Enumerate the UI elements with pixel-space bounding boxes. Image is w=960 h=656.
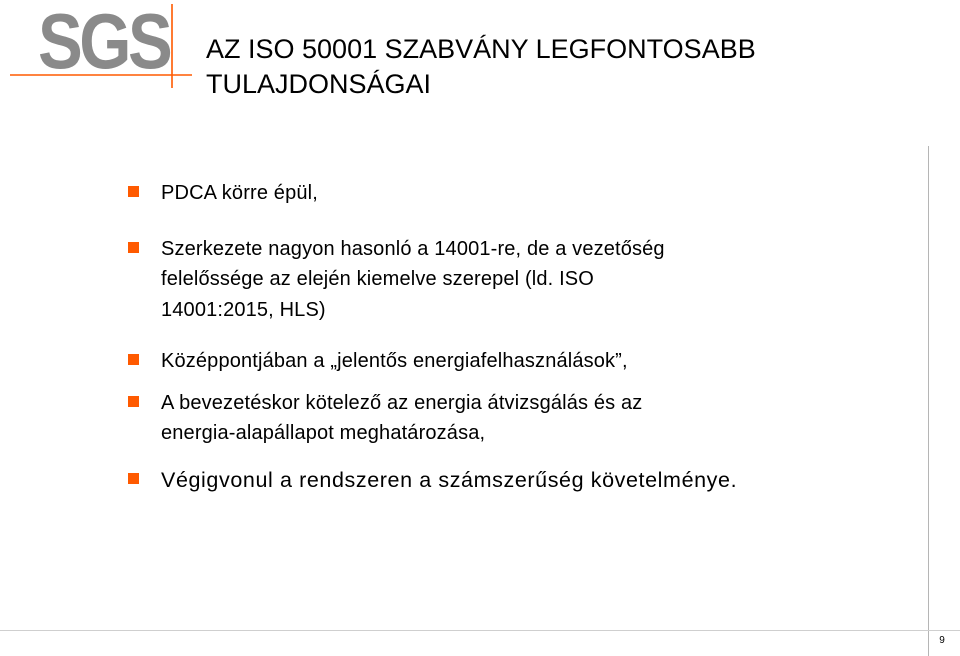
bullet-item [128, 346, 918, 377]
bullet-square-icon [128, 473, 139, 484]
slide-title-line: TULAJDONSÁGAI [206, 69, 432, 99]
bullet-text: PDCA körre épül, [161, 182, 318, 204]
bullet-text: Szerkezete nagyon hasonló a 14001-re, de a vezetőség [161, 237, 665, 260]
bullet-text: Középpontjában a „jelentős energiafelhasználások”, [161, 350, 628, 372]
bullet-text: Végigvonul a rendszeren a számszerűség követelménye. [161, 467, 738, 492]
bullet-square-icon [128, 396, 139, 407]
bullet-text: energia-alapállapot meghatározása, [161, 422, 486, 444]
bullet-text: felelőssége az elején kiemelve szerepel (ld. ISO [161, 268, 594, 290]
slide-title-line: AZ ISO 50001 SZABVÁNY LEGFONTOSABB [206, 34, 756, 64]
bullet-square-icon [128, 354, 139, 365]
sgs-logo [0, 0, 200, 90]
bullet-item [128, 465, 918, 496]
slide-title [206, 32, 906, 102]
right-divider [928, 146, 929, 656]
sgs-logo-text: SGS [38, 0, 170, 85]
page-number: 9 [939, 635, 945, 646]
bullet-text: A bevezetéskor kötelező az energia átvizsgálás és az [161, 391, 643, 414]
bullet-square-icon [128, 242, 139, 253]
bullet-item [128, 388, 918, 449]
bullet-item [128, 234, 918, 326]
bullet-item [128, 178, 918, 209]
bullet-list [128, 178, 918, 495]
bullet-text: 14001:2015, HLS) [161, 298, 326, 321]
bullet-square-icon [128, 186, 139, 197]
footer-divider [0, 630, 960, 631]
